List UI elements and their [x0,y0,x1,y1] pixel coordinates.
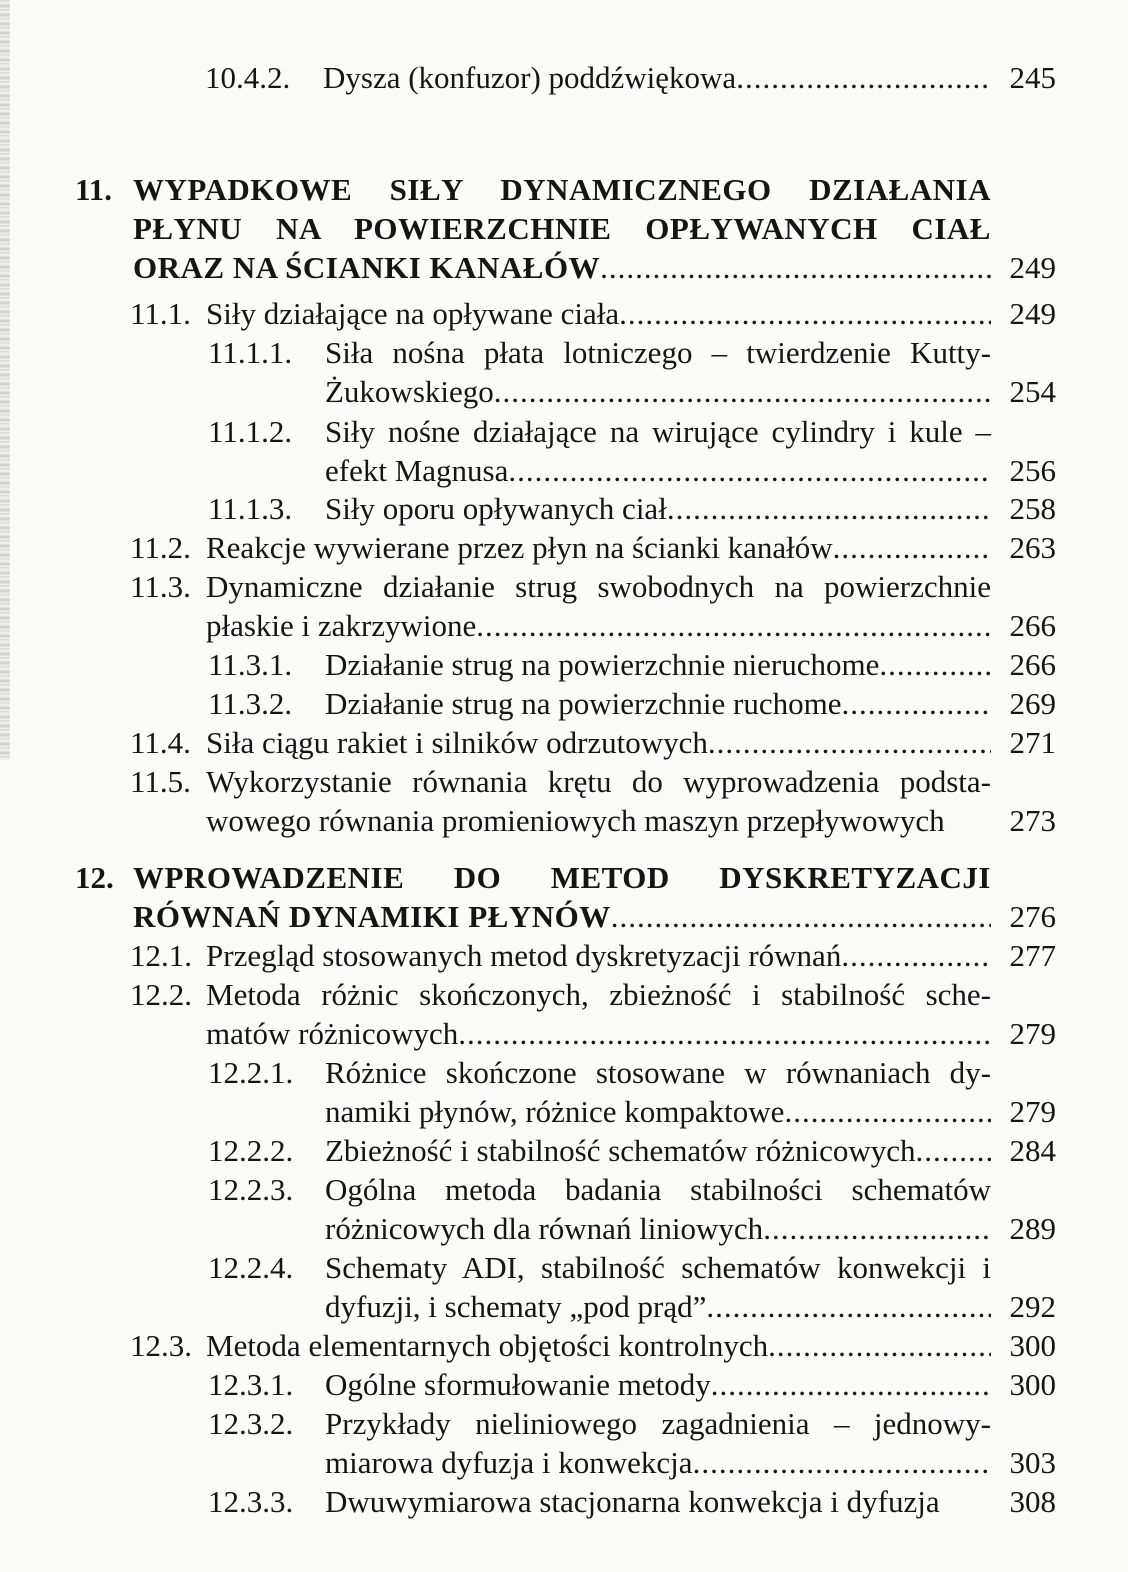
page-number: 263 [1009,530,1056,565]
page-number: 271 [1009,725,1056,760]
toc-entry-line [0,897,1128,937]
section-title: WPROWADZENIE DO METOD DYSKRETYZACJI [133,860,991,895]
section-title: Schematy ADI, stabilność schematów konwekcji i [325,1250,991,1285]
dot-leader [600,248,991,288]
toc-entry-line [0,975,1128,1015]
section-number: 12.3.2. [208,1406,294,1441]
section-title: ORAZ NA ŚCIANKI KANAŁÓW [133,250,601,285]
toc-entry-line [0,1248,1128,1288]
section-title: Działanie strug na powierzchnie nieruchome [325,647,880,682]
dot-leader [667,489,991,529]
dot-leader [916,1131,991,1171]
toc-entry-line [0,762,1128,802]
section-title: wowego równania promieniowych maszyn przepływowych [206,803,945,838]
toc-entry-line [0,1404,1128,1444]
toc-entry-line [0,209,1128,249]
page-number: 249 [1009,250,1056,285]
section-title: Ogólna metoda badania stabilności schematów [325,1172,991,1207]
toc-entry-line [0,723,1128,763]
section-title: Dynamiczne działanie strug swobodnych na powierzchnie [206,569,991,604]
dot-leader [784,1092,991,1132]
page-number: 303 [1009,1445,1056,1480]
toc-entry-line [0,1443,1128,1483]
toc-entry-line [0,1287,1128,1327]
page-number: 249 [1009,296,1056,331]
section-title: Przegląd stosowanych metod dyskretyzacji równań [206,938,842,973]
dot-leader [708,723,991,763]
dot-leader [879,645,991,685]
dot-leader [619,294,991,334]
section-title: Siły działające na opływane ciała [206,296,620,331]
page-number: 292 [1009,1289,1056,1324]
dot-leader [693,1443,991,1483]
section-title: Wykorzystanie równania krętu do wyprowadzenia podsta- [206,764,991,799]
toc-entry-line [0,1131,1128,1171]
page-number: 284 [1009,1133,1056,1168]
section-title: namiki płynów, różnice kompaktowe [325,1094,785,1129]
page-number: 279 [1009,1016,1056,1051]
toc-entry-line [0,645,1128,685]
toc-entry-line [0,294,1128,334]
section-number: 12.2. [130,977,192,1012]
dot-leader [611,897,991,937]
page-number: 273 [1009,803,1056,838]
dot-leader [711,1365,991,1405]
toc-entry-line [0,1014,1128,1054]
section-number: 11.3. [130,569,191,604]
section-title: Przykłady nieliniowego zagadnienia – jednowy- [325,1406,991,1441]
dot-leader [736,58,991,98]
toc-entry-line [0,1092,1128,1132]
dot-leader [494,372,991,412]
page-number: 256 [1009,453,1056,488]
dot-leader [508,451,991,491]
section-number: 12.3.1. [208,1367,294,1402]
section-number: 11. [75,172,113,207]
dot-leader [833,528,991,568]
dot-leader [768,1326,991,1366]
section-number: 12.3. [130,1328,192,1363]
dot-leader [763,1209,991,1249]
section-title: PŁYNU NA POWIERZCHNIE OPŁYWANYCH CIAŁ [133,211,991,246]
page-number: 245 [1009,60,1056,95]
toc-entry-line [0,451,1128,491]
section-number: 11.3.2. [208,686,293,721]
page-number: 266 [1009,608,1056,643]
dot-leader [476,606,991,646]
toc-entry-line [0,333,1128,373]
toc-entry-line [0,1053,1128,1093]
section-title: Zbieżność i stabilność schematów różnicowych [325,1133,916,1168]
page-number: 308 [1009,1484,1056,1519]
toc-entry-line [0,412,1128,452]
toc-entry-line [0,567,1128,607]
page-number: 254 [1009,374,1056,409]
section-number: 12.2.3. [208,1172,294,1207]
section-title: Metoda elementarnych objętości kontrolnych [206,1328,769,1363]
section-title: Działanie strug na powierzchnie ruchome [325,686,842,721]
dot-leader [458,1014,991,1054]
section-title: Dwuwymiarowa stacjonarna konwekcja i dyfuzja [325,1484,940,1519]
toc-entry-line [0,248,1128,288]
section-title: Siła nośna płata lotniczego – twierdzenie Kutty- [325,335,991,370]
section-title: płaskie i zakrzywione [206,608,477,643]
section-title: Siły oporu opływanych ciał [325,491,667,526]
section-title: dyfuzji, i schematy „pod prąd” [325,1289,707,1324]
section-title: efekt Magnusa [325,453,509,488]
section-title: różnicowych dla równań liniowych [325,1211,764,1246]
page-number: 279 [1009,1094,1056,1129]
page-number: 277 [1009,938,1056,973]
section-title: Różnice skończone stosowane w równaniach dy- [325,1055,991,1090]
page-number: 300 [1009,1328,1056,1363]
dot-leader [706,1287,991,1327]
page-number: 269 [1009,686,1056,721]
section-number: 12.2.1. [208,1055,294,1090]
section-title: Dysza (konfuzor) poddźwiękowa [323,60,737,95]
section-title: RÓWNAŃ DYNAMIKI PŁYNÓW [133,899,611,934]
section-title: Siły nośne działające na wirujące cylindry i kule – [325,414,991,449]
toc-entry-line [0,684,1128,724]
section-number: 11.3.1. [208,647,293,682]
section-number: 10.4.2. [205,60,291,95]
section-number: 11.1.1. [208,335,293,370]
section-number: 12.3.3. [208,1484,294,1519]
section-title: Metoda różnic skończonych, zbieżność i stabilność sche- [206,977,991,1012]
page-number: 258 [1009,491,1056,526]
toc-entry-line [0,1170,1128,1210]
section-number: 11.5. [130,764,191,799]
dot-leader [841,684,991,724]
section-title: matów różnicowych [206,1016,459,1051]
toc-entry-line [0,58,1128,98]
toc-entry-line [0,1209,1128,1249]
toc-entry-line [0,170,1128,210]
toc-entry-line [0,936,1128,976]
page-number: 289 [1009,1211,1056,1246]
section-number: 11.4. [130,725,191,760]
section-title: Reakcje wywierane przez płyn na ścianki kanałów [206,530,833,565]
toc-entry-line [0,489,1128,529]
section-number: 12.2.4. [208,1250,294,1285]
page-number: 276 [1009,899,1056,934]
section-number: 12. [75,860,114,895]
dot-leader [841,936,991,976]
toc-entry-line [0,801,1128,841]
toc-entry-line [0,858,1128,898]
page-number: 300 [1009,1367,1056,1402]
section-title: WYPADKOWE SIŁY DYNAMICZNEGO DZIAŁANIA [133,172,991,207]
toc-entry-line [0,1326,1128,1366]
section-title: Ogólne sformułowanie metody [325,1367,711,1402]
section-number: 11.1.2. [208,414,293,449]
section-title: miarowa dyfuzja i konwekcja [325,1445,693,1480]
toc-entry-line [0,1365,1128,1405]
section-number: 12.1. [130,938,192,973]
section-title: Żukowskiego [325,374,494,409]
section-number: 11.1.3. [208,491,293,526]
toc-entry-line [0,606,1128,646]
section-number: 12.2.2. [208,1133,294,1168]
section-title: Siła ciągu rakiet i silników odrzutowych [206,725,708,760]
toc-entry-line [0,372,1128,412]
toc-entry-line [0,1482,1128,1522]
section-number: 11.1. [130,296,191,331]
page-number: 266 [1009,647,1056,682]
toc-entry-line [0,528,1128,568]
section-number: 11.2. [130,530,191,565]
